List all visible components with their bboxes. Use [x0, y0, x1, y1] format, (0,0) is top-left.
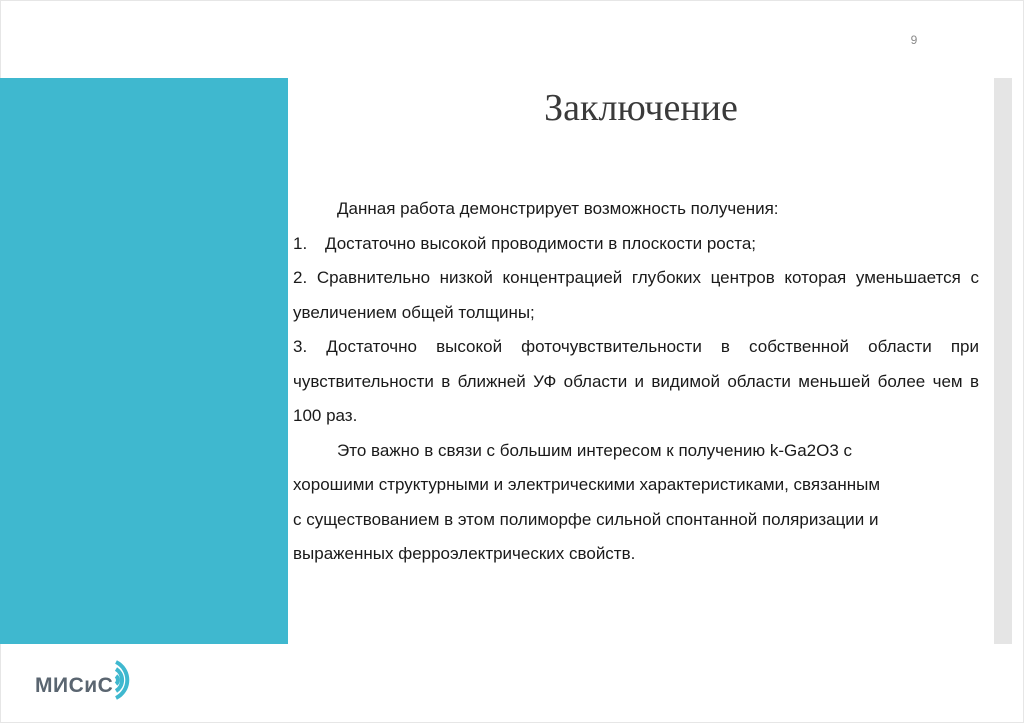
list-text: Достаточно высокой проводимости в плоскости роста;: [325, 233, 757, 253]
list-number: 1.: [293, 233, 308, 253]
list-item: [293, 261, 979, 330]
logo-text: МИСиС: [35, 674, 114, 697]
right-stripe: [994, 78, 1012, 644]
conclusion-line: хорошими структурными и электрическими характеристиками, связанным: [293, 475, 881, 494]
intro-paragraph: Данная работа демонстрирует возможность получения:: [337, 199, 779, 218]
slide-title: Заключение: [544, 87, 738, 129]
list-item: [293, 330, 979, 434]
page-number: 9: [910, 33, 918, 47]
list-number: 2.: [293, 268, 308, 287]
misis-logo-icon: [110, 658, 148, 702]
conclusion-line: выраженных ферроэлектрических свойств.: [293, 544, 636, 563]
list-item: [293, 227, 979, 262]
conclusion-line: Это важно в связи с большим интересом к получению k-Ga2O3 с: [337, 440, 853, 460]
list-number: 3.: [293, 337, 308, 356]
conclusion-line: с существованием в этом полиморфе сильной спонтанной поляризации и: [293, 509, 879, 529]
misis-logo: [35, 651, 165, 711]
slide-content: [293, 192, 979, 572]
accent-panel: [0, 78, 288, 644]
list-text: Сравнительно низкой концентрацией глубоких центров которая уменьшается с увеличением общей толщины;: [293, 268, 979, 322]
list-text: Достаточно высокой фоточувствительности в собственной области при чувствительности в ближней УФ области и видимой области меньшей более чем в 100 раз.: [293, 337, 979, 425]
